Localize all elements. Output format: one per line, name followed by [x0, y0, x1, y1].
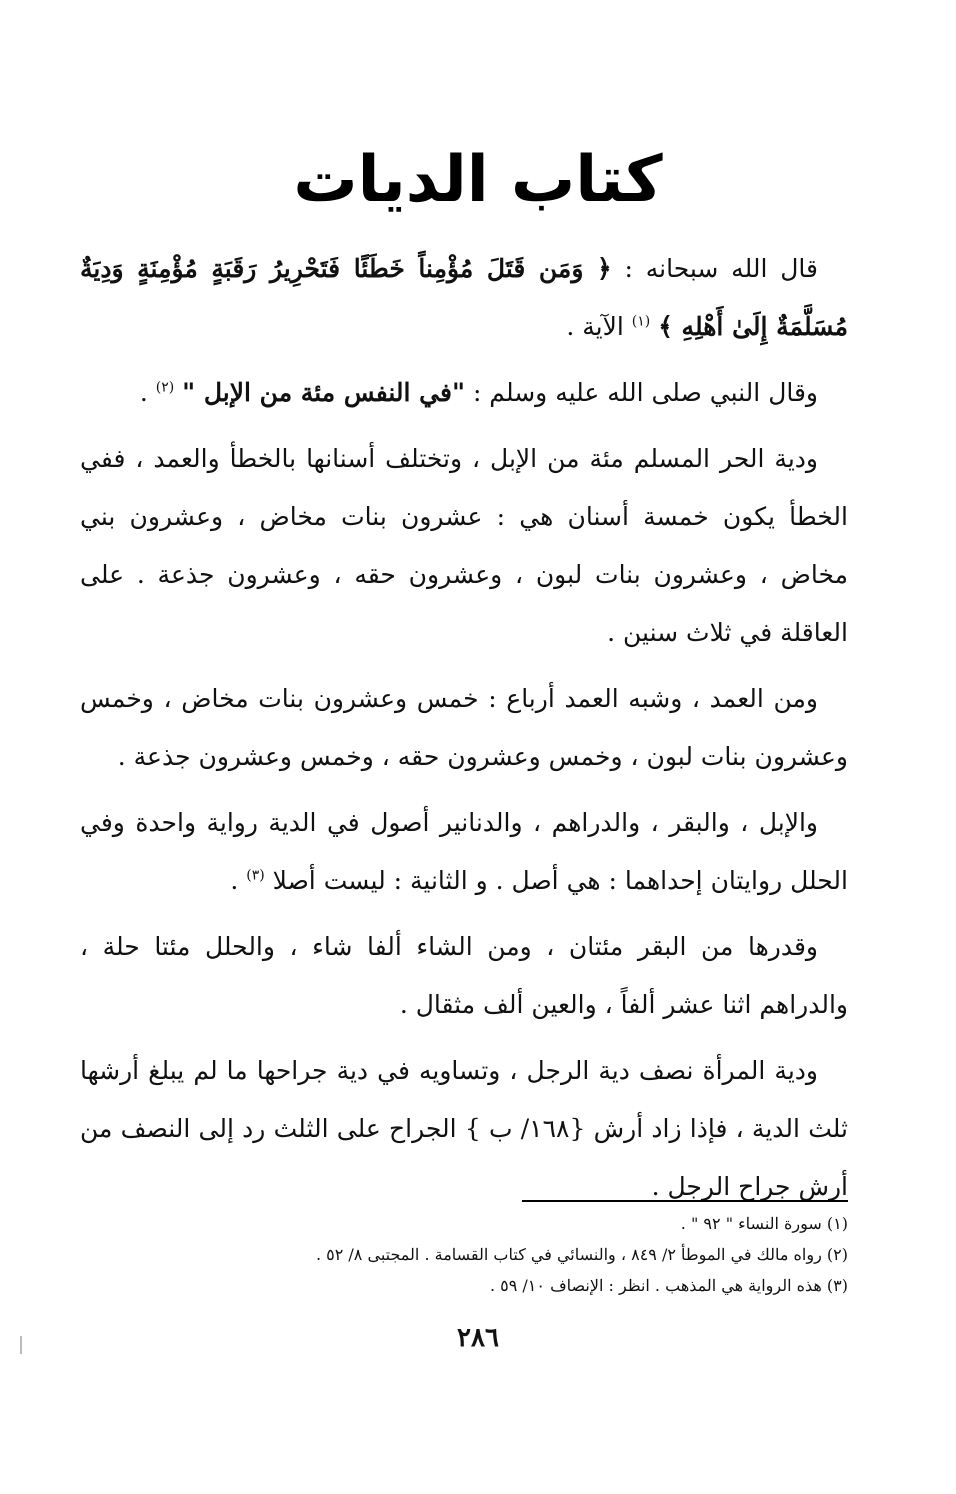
verse-tail: الآية . — [566, 312, 624, 341]
footnote-divider — [522, 1200, 848, 1202]
footnote-1: (١) سورة النساء " ٩٢ " . — [680, 1214, 848, 1233]
paragraph-woman-diya: ودية المرأة نصف دية الرجل ، وتساويه في دية جراحها ما لم يبلغ أرشها ثلث الدية ، فإذا زاد أرش {١٦٨/ ب } الجراح على الثلث رد إلى النصف من أرش جراح الرجل . — [80, 1056, 848, 1201]
chapter-title: كتاب الديات — [293, 143, 663, 217]
footnote-ref-1: (١) — [631, 313, 651, 330]
page-number: ٢٨٦ — [457, 1323, 499, 1353]
quran-verse: ﴿ وَمَن قَتَلَ مُؤْمِناً خَطَئًا فَتَحْرِيرُ رَقَبَةٍ مُؤْمِنَةٍ وَدِيَةٌ مُسَلَّمَةٌ إِلَىٰ أَهْلِهِ ﴾ — [80, 254, 848, 341]
footnotes — [88, 1208, 848, 1301]
hadith-text: "في النفس مئة من الإبل " — [182, 378, 465, 407]
hadith-intro: وقال النبي صلى الله عليه وسلم : — [472, 378, 818, 407]
footnote-ref-2: (٢) — [155, 379, 175, 396]
paragraph-amounts: وقدرها من البقر مئتان ، ومن الشاء ألفا شاء ، والحلل مئتا حلة ، والدراهم اثنا عشر ألفاً ، والعين ألف مثقال . — [80, 932, 848, 1019]
main-text — [80, 240, 848, 1224]
paragraph-origins — [80, 794, 848, 910]
paragraph-free-muslim-diya: ودية الحر المسلم مئة من الإبل ، وتختلف أسنانها بالخطأ والعمد ، ففي الخطأ يكون خمسة أسنان هي : عشرون بنات مخاض ، وعشرون بني مخاض ، وعشرون بنات لبون ، وعشرون حقه ، وعشرون جذعة . على العاقلة في ثلاث سنين . — [80, 444, 848, 647]
paragraph-intentional: ومن العمد ، وشبه العمد أرباع : خمس وعشرون بنات مخاض ، وخمس وعشرون بنات لبون ، وخمس وعشرون حقه ، وخمس وعشرون جذعة . — [80, 684, 848, 771]
hadith-tail: . — [139, 378, 148, 407]
origins-tail: . — [230, 866, 239, 895]
footnote-ref-3: (٣) — [246, 867, 265, 884]
footnote-3: (٣) هذه الرواية هي المذهب . انظر : الإنصاف ١٠/ ٥٩ . — [489, 1276, 848, 1295]
paragraph-quran-verse — [80, 240, 848, 356]
origins-text: والإبل ، والبقر ، والدراهم ، والدنانير أصول في الدية رواية واحدة وفي الحلل روايتان إحداهما : هي أصل . و الثانية : ليست أصلا — [80, 808, 848, 895]
paragraph-hadith — [80, 364, 848, 422]
verse-intro: قال الله سبحانه : — [624, 254, 818, 283]
footnote-2: (٢) رواه مالك في الموطأ ٢/ ٨٤٩ ، والنسائي في كتاب القسامة . المجتبى ٨/ ٥٢ . — [315, 1245, 848, 1264]
scan-mark — [20, 1336, 22, 1354]
